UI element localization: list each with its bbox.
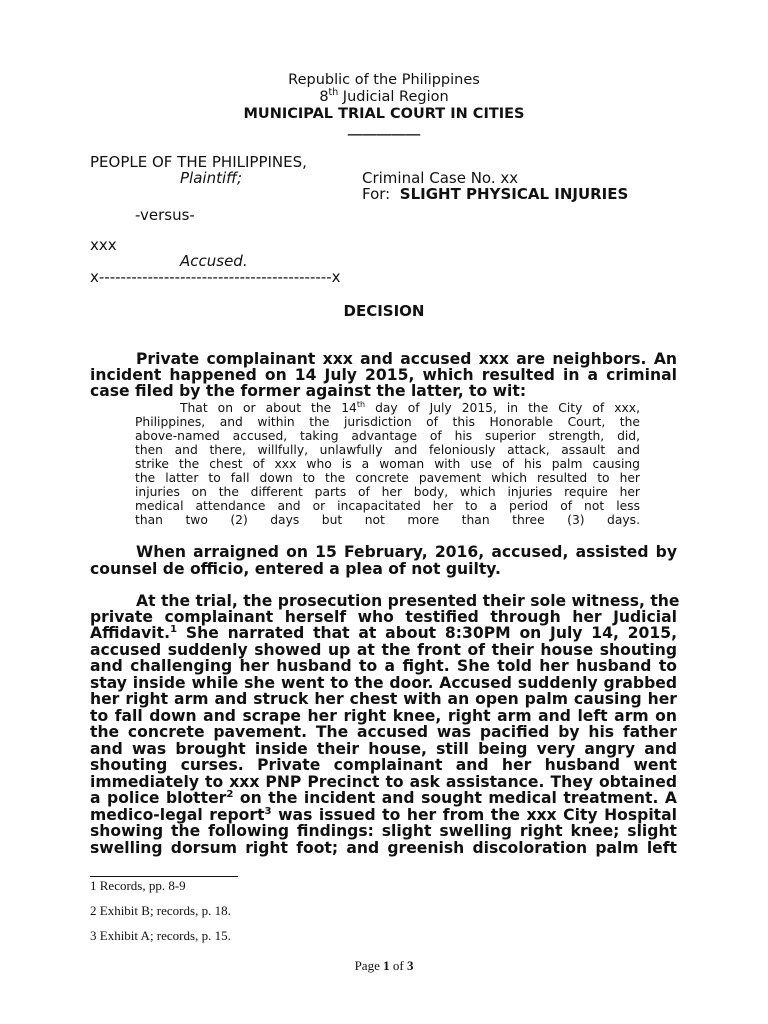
paragraph-line: stay inside while she went to the door. Accused suddenly grabbed (90, 674, 677, 692)
of-word: of (392, 958, 404, 973)
header-republic: Republic of the Philippines (288, 72, 480, 88)
paragraph-line: Private complainant xxx and accused xxx are neighbors. An (136, 350, 677, 368)
paragraph-line: counsel de officio, entered a plea of not guilty. (90, 560, 501, 578)
footnote: 2 Exhibit B; records, p. 18. (90, 903, 231, 918)
paragraph-line: shouting curses. Private complainant and her husband went (90, 756, 677, 774)
page-footer (0, 958, 768, 974)
paragraph-line: swelling dorsum right foot; and greenish discoloration palm left (90, 839, 677, 857)
case-offense (362, 185, 628, 203)
paragraph-line: to fall down and scrape her right knee, right arm and left arm on (90, 707, 677, 725)
offense-name: SLIGHT PHYSICAL INJURIES (399, 185, 629, 203)
paragraph-line: incident happened on 14 July 2015, which resulted in a criminal (90, 366, 677, 384)
caption-closing-line: x-------------------------------------------x (90, 268, 341, 286)
quote-line: the latter to fall down to the concrete pavement which resulted to her (135, 471, 640, 485)
quote-line: above-named accused, taking advantage of his superior strength, did, (135, 429, 640, 443)
header-divider: __________ (347, 120, 421, 136)
paragraph-line: When arraigned on 15 February, 2016, accused, assisted by (136, 543, 677, 561)
paragraph-line (90, 624, 677, 642)
footnote: 1 Records, pp. 8-9 (90, 878, 186, 893)
paragraph-line: her right arm and struck her chest with an open palm causing her (90, 690, 677, 708)
paragraph-line: At the trial, the prosecution presented their sole witness, the (136, 592, 680, 610)
paragraph-line: case filed by the former against the latter, to wit: (90, 382, 527, 400)
accused-name: xxx (90, 236, 117, 254)
quote-line: strike the chest of xxx who is a woman with use of his palm causing (135, 457, 640, 471)
paragraph-line (90, 789, 677, 807)
footnote: 3 Exhibit A; records, p. 15. (90, 928, 231, 943)
footnote-ref: 3 (264, 805, 272, 817)
paragraph-text: a police blotter (90, 789, 227, 807)
quote-line: then and there, willfully, unlawfully and feloniously attack, assault and (135, 443, 640, 457)
quote-line: than two (2) days but not more than three (3) days. (135, 513, 640, 527)
accused-role: Accused. (180, 252, 248, 270)
region-ordinal: th (328, 87, 339, 99)
quote-text: That on or about the 14 (180, 401, 357, 415)
header-court: MUNICIPAL TRIAL COURT IN CITIES (243, 106, 525, 122)
versus-label: -versus- (135, 206, 195, 224)
header-region (0, 89, 768, 105)
quote-line: medical attendance and or incapacitated her to a period of not less (135, 499, 640, 513)
quote-line: injuries on the different parts of her body, which injuries require her (135, 485, 640, 499)
plaintiff-role: Plaintiff; (180, 169, 243, 187)
paragraph-line: immediately to xxx PNP Precinct to ask assistance. They obtained (90, 773, 677, 791)
quote-text: day of July 2015, in the City of xxx, (365, 401, 640, 415)
paragraph-text: on the incident and sought medical treatment. A (233, 789, 677, 807)
for-label: For: (362, 185, 391, 203)
paragraph-text: She narrated that at about 8:30PM on July 14, 2015, (177, 624, 677, 642)
quote-ordinal: th (356, 399, 366, 409)
quote-line (180, 401, 640, 415)
plaintiff-name: PEOPLE OF THE PHILIPPINES, (90, 153, 307, 171)
footnote-ref: 1 (170, 623, 178, 635)
paragraph-line: private complainant herself who testified through her Judicial (90, 608, 677, 626)
region-number: 8 (319, 89, 329, 105)
case-number: Criminal Case No. xx (362, 169, 519, 187)
paragraph-text: was issued to her from the xxx City Hospital (271, 806, 677, 824)
page-word: Page (354, 958, 380, 973)
paragraph-text: Affidavit. (90, 624, 171, 642)
page-total: 3 (406, 958, 414, 973)
paragraph-line: and challenging her husband to a fight. She told her husband to (90, 657, 677, 675)
paragraph-line: the concrete pavement. The accused was pacified by his father (90, 723, 677, 741)
paragraph-line: and was brought inside their house, still being very angry and (90, 740, 677, 758)
footnote-ref: 2 (226, 788, 234, 800)
decision-title: DECISION (343, 302, 425, 320)
page-number: 1 (383, 958, 390, 973)
region-text: Judicial Region (338, 89, 449, 105)
paragraph-line: accused suddenly showed up at the front of their house shouting (90, 641, 677, 659)
footnote-separator (90, 876, 238, 877)
paragraph-text: medico-legal report (90, 806, 265, 824)
quote-line: Philippines, and within the jurisdiction of this Honorable Court, the (135, 415, 640, 429)
paragraph-line: showing the following findings: slight swelling right knee; slight (90, 822, 677, 840)
